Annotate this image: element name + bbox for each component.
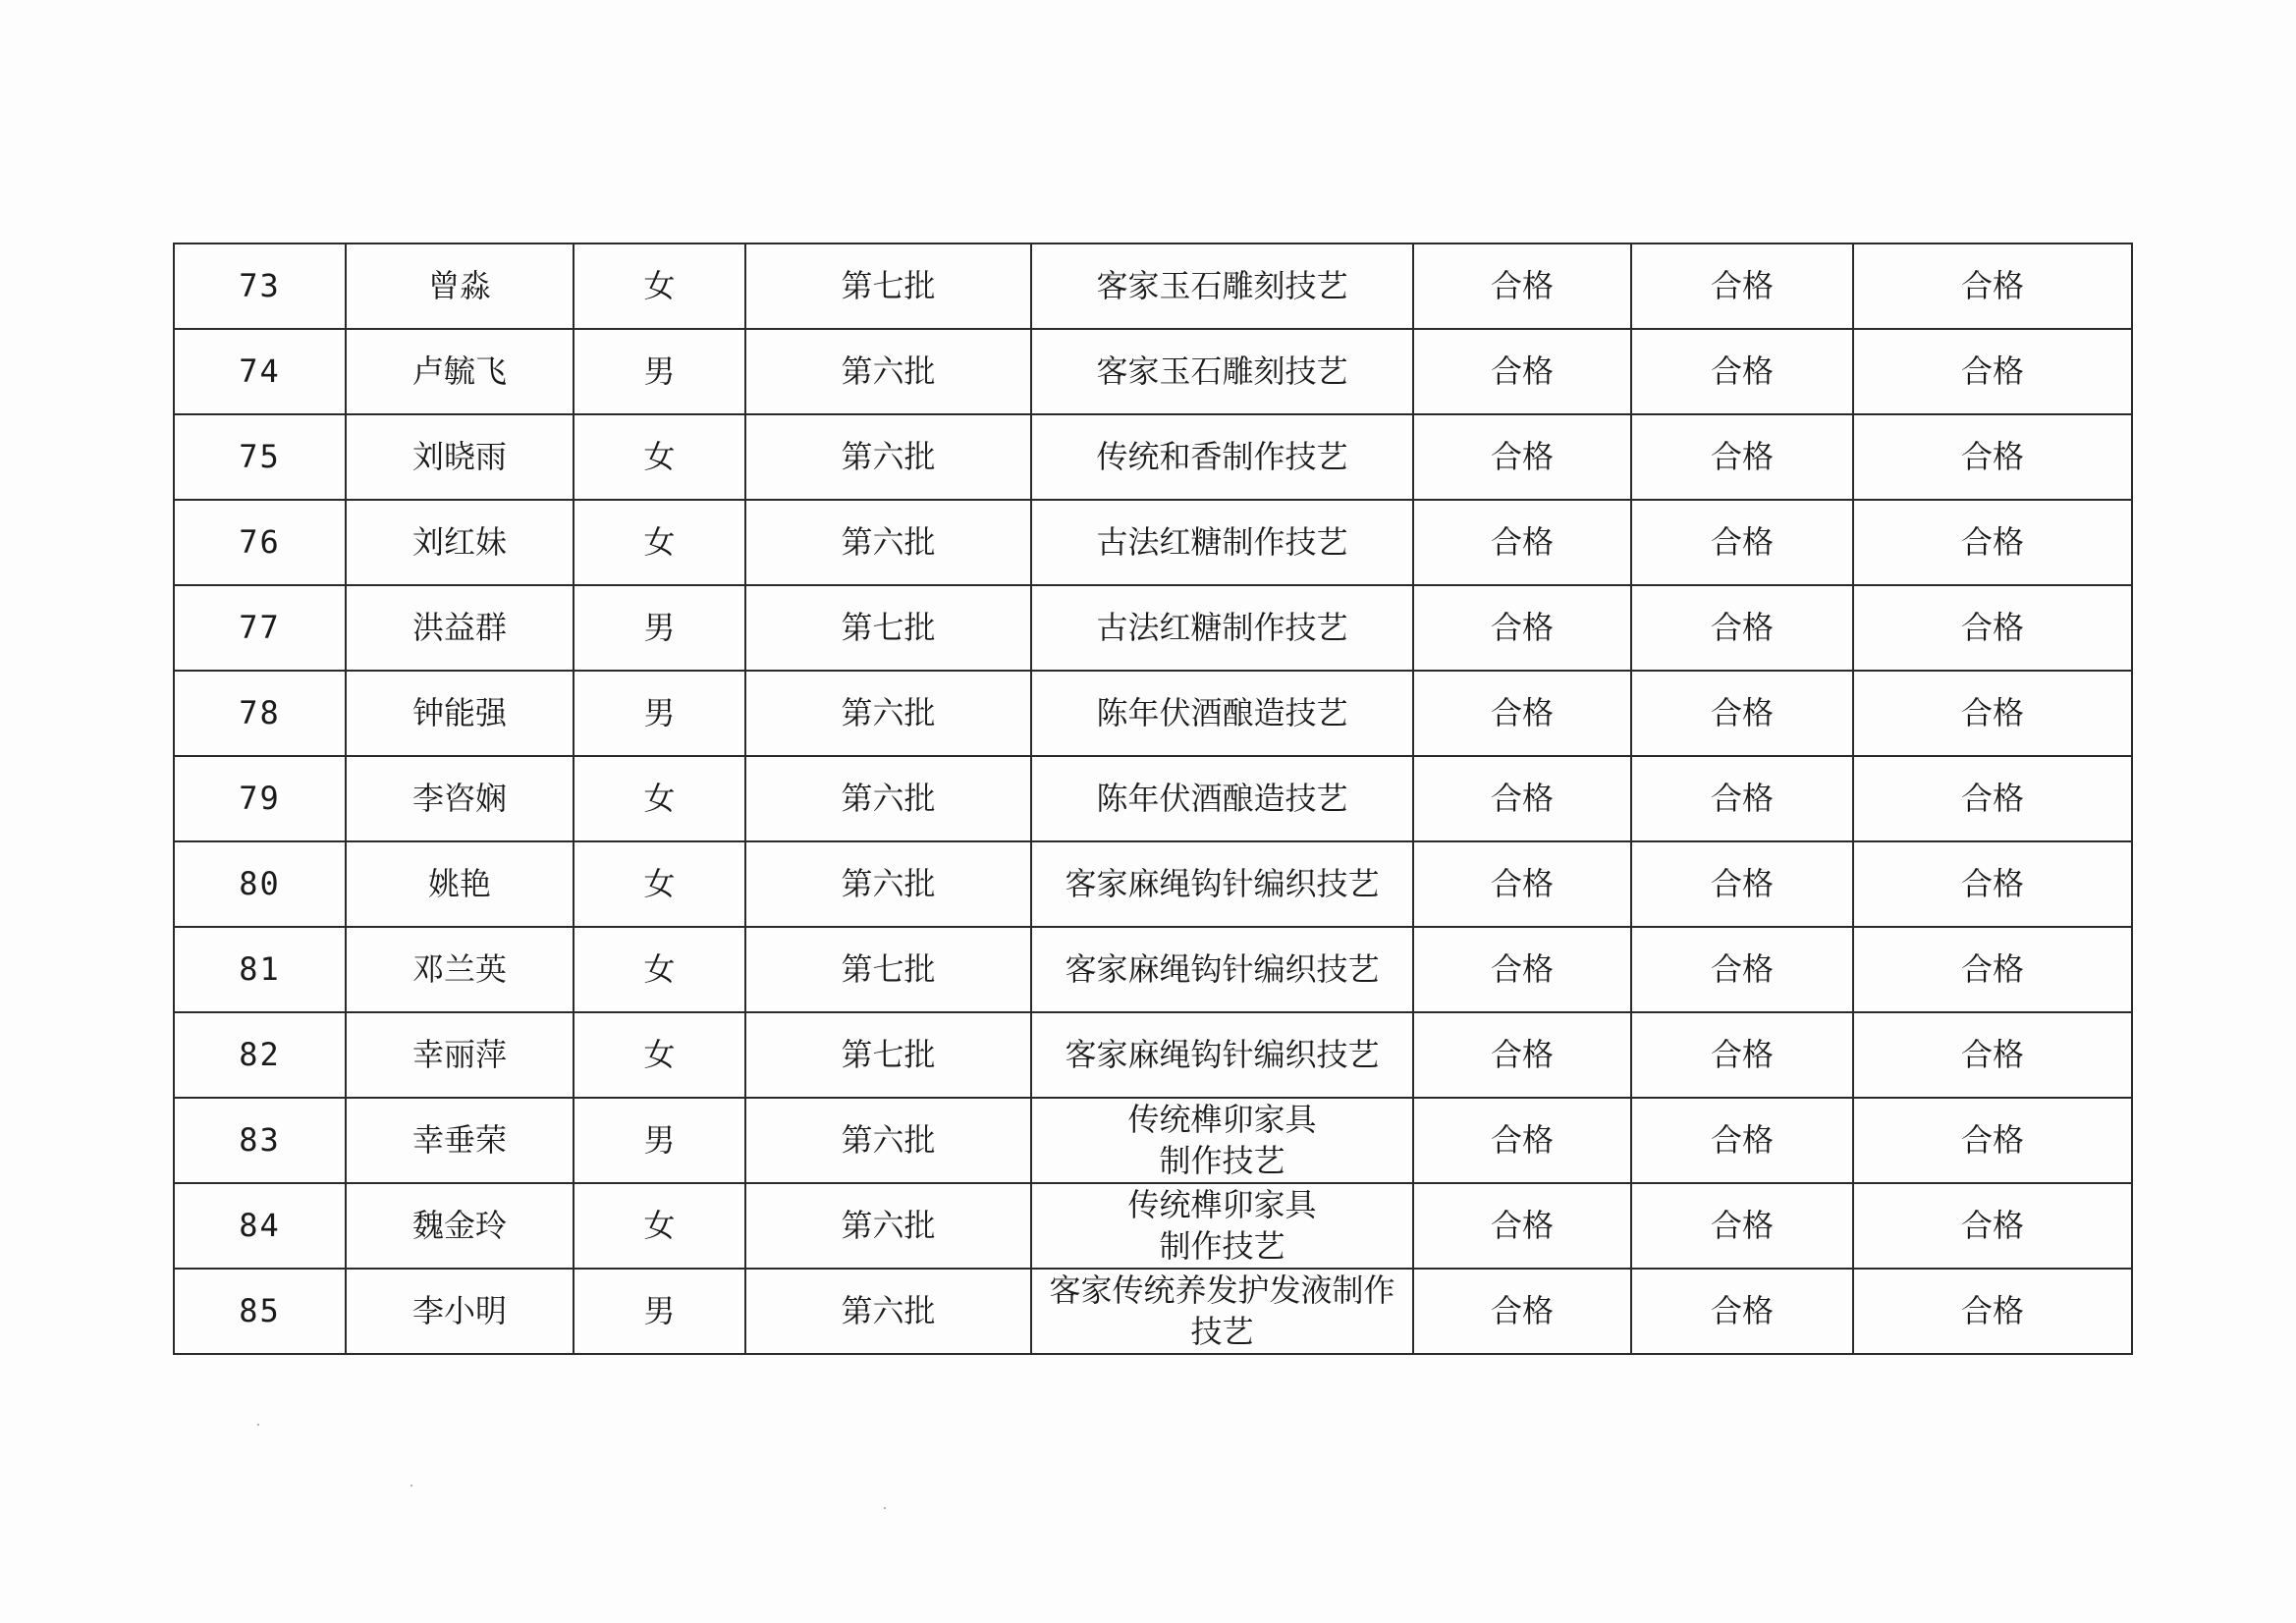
project-line: 传统榫卯家具 — [1127, 1185, 1317, 1223]
name-cell: 曾淼 — [346, 243, 574, 329]
result-cell: 合格 — [1413, 841, 1631, 927]
project-cell — [1031, 329, 1413, 414]
project-line: 客家玉石雕刻技艺 — [1096, 352, 1348, 390]
result-cell: 合格 — [1413, 756, 1631, 841]
project-line: 古法红糖制作技艺 — [1096, 522, 1348, 561]
gender-cell: 女 — [574, 243, 745, 329]
row-number-cell: 75 — [174, 414, 346, 500]
result-cell: 合格 — [1413, 585, 1631, 671]
result-cell: 合格 — [1853, 414, 2132, 500]
gender-cell: 女 — [574, 756, 745, 841]
batch-cell: 第七批 — [745, 243, 1031, 329]
table-row — [174, 671, 2132, 756]
table-row — [174, 414, 2132, 500]
table-row — [174, 585, 2132, 671]
gender-cell: 女 — [574, 414, 745, 500]
result-cell: 合格 — [1631, 927, 1853, 1012]
result-cell: 合格 — [1631, 756, 1853, 841]
result-cell: 合格 — [1631, 414, 1853, 500]
result-cell: 合格 — [1631, 1012, 1853, 1098]
row-number-cell: 82 — [174, 1012, 346, 1098]
project-line: 传统和香制作技艺 — [1096, 437, 1348, 475]
scan-speck — [884, 1507, 886, 1509]
result-cell: 合格 — [1853, 585, 2132, 671]
row-number-cell: 80 — [174, 841, 346, 927]
row-number-cell: 74 — [174, 329, 346, 414]
result-cell: 合格 — [1853, 243, 2132, 329]
batch-cell: 第六批 — [745, 756, 1031, 841]
result-cell: 合格 — [1853, 1012, 2132, 1098]
result-cell: 合格 — [1853, 1183, 2132, 1269]
batch-cell: 第六批 — [745, 841, 1031, 927]
row-number-cell: 77 — [174, 585, 346, 671]
result-cell: 合格 — [1631, 585, 1853, 671]
project-line: 古法红糖制作技艺 — [1096, 608, 1348, 646]
row-number-cell: 78 — [174, 671, 346, 756]
name-cell: 李咨娴 — [346, 756, 574, 841]
gender-cell: 男 — [574, 671, 745, 756]
result-cell: 合格 — [1631, 671, 1853, 756]
batch-cell: 第六批 — [745, 671, 1031, 756]
project-cell — [1031, 927, 1413, 1012]
result-cell: 合格 — [1853, 1269, 2132, 1354]
result-cell: 合格 — [1631, 329, 1853, 414]
project-cell — [1031, 1269, 1413, 1354]
table-row — [174, 243, 2132, 329]
name-cell: 刘晓雨 — [346, 414, 574, 500]
project-cell — [1031, 500, 1413, 585]
table-row — [174, 329, 2132, 414]
name-cell: 魏金玲 — [346, 1183, 574, 1269]
inheritor-assessment-table — [173, 243, 2133, 1355]
result-cell: 合格 — [1413, 1269, 1631, 1354]
row-number-cell: 76 — [174, 500, 346, 585]
result-cell: 合格 — [1413, 329, 1631, 414]
table-row — [174, 500, 2132, 585]
project-line: 制作技艺 — [1159, 1226, 1285, 1265]
project-line: 陈年伏酒酿造技艺 — [1096, 693, 1348, 731]
gender-cell: 男 — [574, 1098, 745, 1183]
batch-cell: 第七批 — [745, 585, 1031, 671]
project-line: 客家玉石雕刻技艺 — [1096, 266, 1348, 304]
result-cell: 合格 — [1413, 1012, 1631, 1098]
name-cell: 钟能强 — [346, 671, 574, 756]
table-row — [174, 841, 2132, 927]
row-number-cell: 81 — [174, 927, 346, 1012]
project-cell — [1031, 841, 1413, 927]
name-cell: 洪益群 — [346, 585, 574, 671]
project-cell — [1031, 414, 1413, 500]
table-row — [174, 1183, 2132, 1269]
project-line: 技艺 — [1190, 1312, 1254, 1350]
gender-cell: 女 — [574, 841, 745, 927]
row-number-cell: 73 — [174, 243, 346, 329]
table-row — [174, 756, 2132, 841]
scan-speck — [257, 1424, 259, 1426]
result-cell: 合格 — [1853, 756, 2132, 841]
gender-cell: 女 — [574, 1012, 745, 1098]
project-cell — [1031, 585, 1413, 671]
name-cell: 幸垂荣 — [346, 1098, 574, 1183]
result-cell: 合格 — [1413, 1098, 1631, 1183]
table-body — [174, 243, 2132, 1354]
result-cell: 合格 — [1631, 500, 1853, 585]
project-cell — [1031, 756, 1413, 841]
batch-cell: 第六批 — [745, 500, 1031, 585]
table-row — [174, 1098, 2132, 1183]
table-row — [174, 927, 2132, 1012]
result-cell: 合格 — [1413, 671, 1631, 756]
project-line: 客家麻绳钩针编织技艺 — [1065, 864, 1380, 902]
project-line: 传统榫卯家具 — [1127, 1100, 1317, 1138]
table-row — [174, 1269, 2132, 1354]
name-cell: 邓兰英 — [346, 927, 574, 1012]
project-cell — [1031, 1183, 1413, 1269]
result-cell: 合格 — [1853, 671, 2132, 756]
scan-speck — [410, 1485, 412, 1487]
row-number-cell: 85 — [174, 1269, 346, 1354]
project-line: 客家麻绳钩针编织技艺 — [1065, 1035, 1380, 1073]
result-cell: 合格 — [1631, 841, 1853, 927]
gender-cell: 女 — [574, 1183, 745, 1269]
result-cell: 合格 — [1631, 1269, 1853, 1354]
batch-cell: 第七批 — [745, 927, 1031, 1012]
gender-cell: 男 — [574, 1269, 745, 1354]
gender-cell: 女 — [574, 500, 745, 585]
name-cell: 刘红妹 — [346, 500, 574, 585]
result-cell: 合格 — [1413, 243, 1631, 329]
result-cell: 合格 — [1853, 329, 2132, 414]
gender-cell: 男 — [574, 585, 745, 671]
result-cell: 合格 — [1853, 1098, 2132, 1183]
result-cell: 合格 — [1413, 414, 1631, 500]
name-cell: 姚艳 — [346, 841, 574, 927]
gender-cell: 男 — [574, 329, 745, 414]
project-cell — [1031, 243, 1413, 329]
name-cell: 李小明 — [346, 1269, 574, 1354]
result-cell: 合格 — [1853, 500, 2132, 585]
project-cell — [1031, 1098, 1413, 1183]
batch-cell: 第六批 — [745, 329, 1031, 414]
batch-cell: 第七批 — [745, 1012, 1031, 1098]
project-line: 客家传统养发护发液制作 — [1049, 1271, 1395, 1309]
batch-cell: 第六批 — [745, 1183, 1031, 1269]
gender-cell: 女 — [574, 927, 745, 1012]
project-line: 客家麻绳钩针编织技艺 — [1065, 949, 1380, 988]
project-cell — [1031, 1012, 1413, 1098]
name-cell: 幸丽萍 — [346, 1012, 574, 1098]
result-cell: 合格 — [1413, 500, 1631, 585]
table-row — [174, 1012, 2132, 1098]
project-line: 陈年伏酒酿造技艺 — [1096, 779, 1348, 817]
result-cell: 合格 — [1413, 1183, 1631, 1269]
name-cell: 卢毓飞 — [346, 329, 574, 414]
result-cell: 合格 — [1853, 841, 2132, 927]
result-cell: 合格 — [1631, 1098, 1853, 1183]
batch-cell: 第六批 — [745, 1098, 1031, 1183]
row-number-cell: 84 — [174, 1183, 346, 1269]
result-cell: 合格 — [1853, 927, 2132, 1012]
result-cell: 合格 — [1631, 1183, 1853, 1269]
project-line: 制作技艺 — [1159, 1141, 1285, 1179]
batch-cell: 第六批 — [745, 1269, 1031, 1354]
batch-cell: 第六批 — [745, 414, 1031, 500]
project-cell — [1031, 671, 1413, 756]
row-number-cell: 79 — [174, 756, 346, 841]
result-cell: 合格 — [1631, 243, 1853, 329]
result-cell: 合格 — [1413, 927, 1631, 1012]
row-number-cell: 83 — [174, 1098, 346, 1183]
